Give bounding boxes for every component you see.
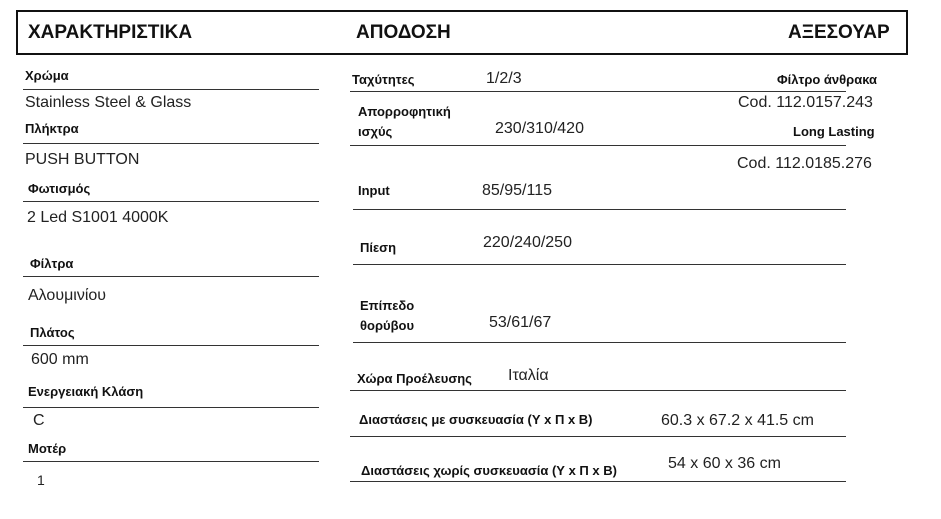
speeds-value: 1/2/3 bbox=[486, 70, 522, 87]
header-performance: ΑΠΟΔΟΣΗ bbox=[356, 22, 451, 43]
header-accessories: ΑΞΕΣΟΥΑΡ bbox=[788, 22, 890, 43]
carbon-filter-label: Φίλτρο άνθρακα bbox=[777, 72, 878, 87]
color-value: Stainless Steel & Glass bbox=[25, 94, 192, 111]
divider bbox=[23, 89, 319, 90]
divider bbox=[350, 390, 846, 391]
divider bbox=[350, 145, 846, 146]
energy-class-value: C bbox=[33, 412, 45, 429]
lighting-label: Φωτισμός bbox=[28, 181, 91, 196]
unpacked-dimensions-value: 54 x 60 x 36 cm bbox=[668, 455, 781, 472]
long-lasting-label: Long Lasting bbox=[793, 124, 875, 139]
noise-level-label bbox=[360, 296, 414, 336]
divider bbox=[353, 209, 846, 210]
packed-dimensions-value: 60.3 x 67.2 x 41.5 cm bbox=[661, 412, 814, 429]
divider bbox=[23, 143, 319, 144]
header-bar bbox=[16, 10, 908, 55]
suction-power-value: 230/310/420 bbox=[495, 120, 584, 137]
long-lasting-code: Cod. 112.0185.276 bbox=[737, 155, 872, 172]
width-value: 600 mm bbox=[31, 351, 89, 368]
divider bbox=[353, 342, 846, 343]
pressure-label: Πίεση bbox=[360, 240, 397, 255]
pressure-value: 220/240/250 bbox=[483, 234, 572, 251]
divider bbox=[353, 264, 846, 265]
noise-level-label-line1: Επίπεδο bbox=[360, 298, 415, 313]
noise-level-value: 53/61/67 bbox=[489, 314, 552, 331]
input-value: 85/95/115 bbox=[482, 182, 552, 199]
carbon-filter-code: Cod. 112.0157.243 bbox=[738, 94, 873, 111]
divider bbox=[23, 276, 319, 277]
noise-level-label-line2: θορύβου bbox=[360, 318, 415, 333]
input-label: Input bbox=[358, 183, 390, 198]
suction-power-label bbox=[358, 102, 451, 142]
unpacked-dimensions-label: Διαστάσεις χωρίς συσκευασία (Υ x Π x Β) bbox=[361, 463, 617, 478]
divider bbox=[23, 345, 319, 346]
buttons-label: Πλήκτρα bbox=[25, 121, 79, 136]
divider bbox=[23, 407, 319, 408]
packed-dimensions-label: Διαστάσεις με συσκευασία (Υ x Π x Β) bbox=[359, 412, 593, 427]
buttons-value: PUSH BUTTON bbox=[25, 151, 140, 168]
color-label: Χρώμα bbox=[25, 68, 69, 83]
width-label: Πλάτος bbox=[30, 325, 75, 340]
divider bbox=[350, 91, 846, 92]
filters-label: Φίλτρα bbox=[30, 256, 74, 271]
divider bbox=[23, 201, 319, 202]
filters-value: Αλουμινίου bbox=[28, 287, 107, 304]
suction-power-label-line2: ισχύς bbox=[358, 124, 393, 139]
motor-value: 1 bbox=[37, 472, 45, 488]
lighting-value: 2 Led S1001 4000K bbox=[27, 209, 169, 226]
suction-power-label-line1: Απορροφητική bbox=[358, 104, 451, 119]
origin-value: Ιταλία bbox=[508, 367, 549, 384]
divider bbox=[350, 481, 846, 482]
speeds-label: Ταχύτητες bbox=[352, 72, 415, 87]
energy-class-label: Ενεργειακή Κλάση bbox=[28, 384, 144, 399]
origin-label: Χώρα Προέλευσης bbox=[357, 371, 472, 386]
divider bbox=[350, 436, 846, 437]
motor-label: Μοτέρ bbox=[28, 441, 67, 456]
divider bbox=[23, 461, 319, 462]
header-characteristics: ΧΑΡΑΚΤΗΡΙΣΤΙΚΑ bbox=[28, 22, 193, 43]
